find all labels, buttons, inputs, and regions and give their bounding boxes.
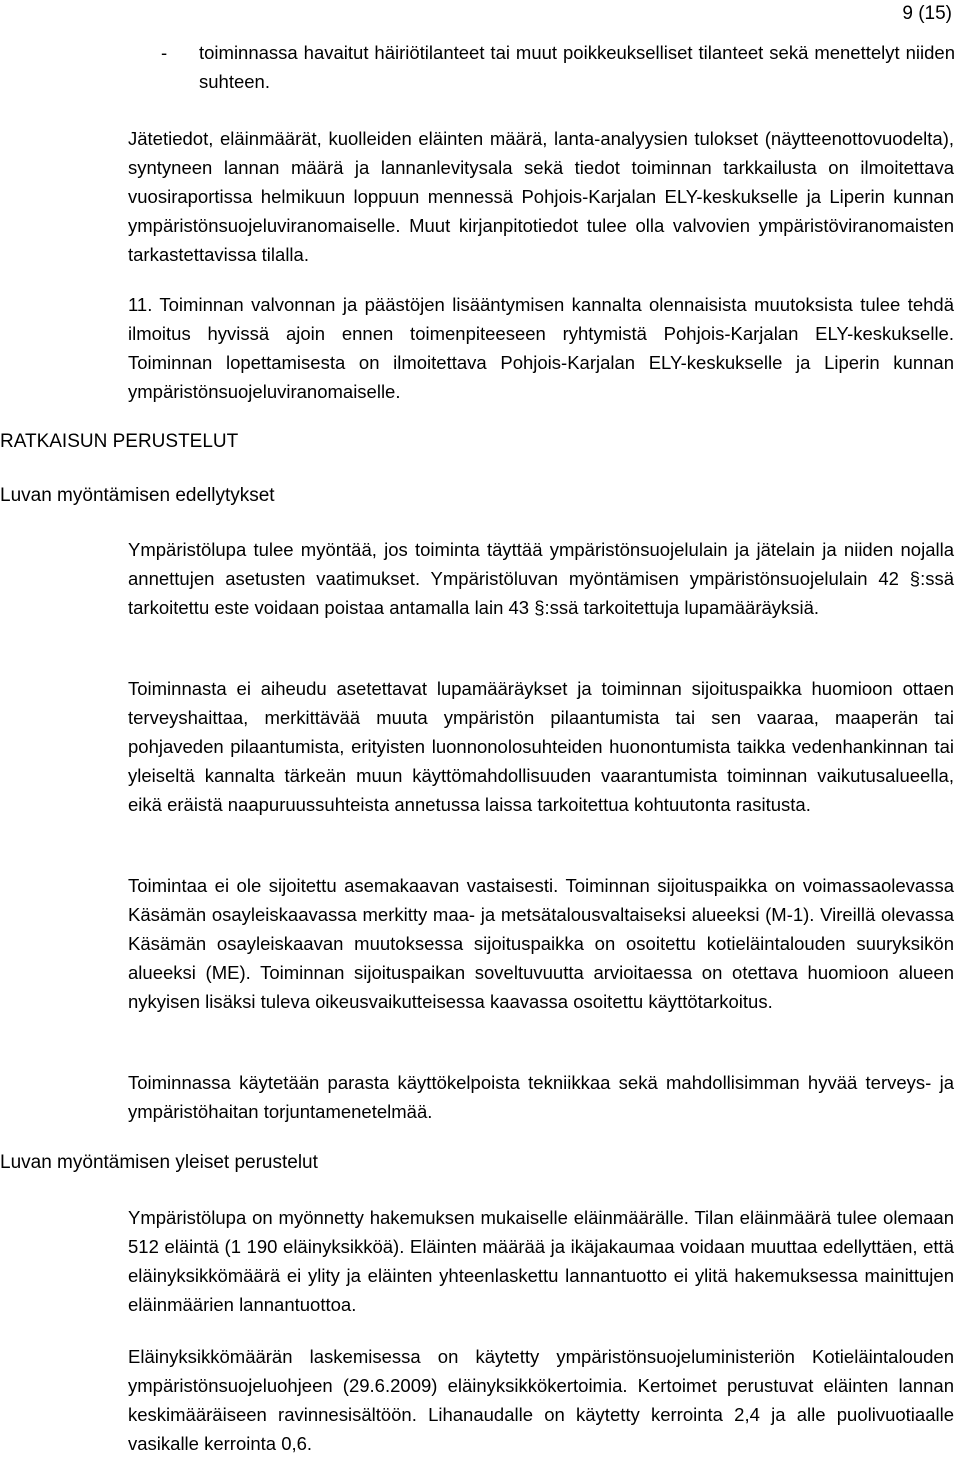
heading-ratkaisun-perustelut: RATKAISUN PERUSTELUT xyxy=(0,431,239,452)
bullet-dash: - xyxy=(161,42,168,63)
paragraph-item-11-changes: 11. Toiminnan valvonnan ja päästöjen lisääntymisen kannalta olennaisista muutoksista tulee tehdä ilmoitus hyvissä ajoin ennen toimenpiteeseen ryhtymistä Pohjois-Karjalan ELY-keskukselle. Toiminnan lopettamisesta on ilmoitettava Pohjois-Karjalan ELY-keskukselle ja Liperin kunnan ympäristönsuojeluviranomaiselle. xyxy=(128,294,954,402)
paragraph-zoning: Toimintaa ei ole sijoitettu asemakaavan vastaisesti. Toiminnan sijoituspaikka on voimassaolevassa Käsämän osayleiskaavassa merkitty maa- ja metsätalousvaltaiseksi alueeksi (M-1). Vireillä olevassa Käsämän osayleiskaavan muutoksessa sijoituspaikka on osoitettu kotieläintalouden suuryksikön alueeksi (ME). Toiminnan sijoituspaikan soveltuvuutta arvioitaessa on otettava huomioon alueen nykyisen lisäksi tuleva oikeusvaikutteisessa kaavassa osoitettu käyttötarkoitus. xyxy=(128,875,954,1012)
paragraph-permit-requirements: Ympäristölupa tulee myöntää, jos toiminta täyttää ympäristönsuojelulain ja jätelain ja niiden nojalla annettujen asetusten vaatimukset. Ympäristöluvan myöntämisen ympäristönsuojelulain 42 §:ssä tarkoitettu este voidaan poistaa antamalla lain 43 §:ssä tarkoitettuja lupamääräyksiä. xyxy=(128,539,954,618)
heading-yleiset-perustelut: Luvan myöntämisen yleiset perustelut xyxy=(0,1152,318,1173)
paragraph-no-pollution: Toiminnasta ei aiheudu asetettavat lupamääräykset ja toiminnan sijoituspaikka huomioon ottaen terveyshaittaa, merkittävää muuta ympäristön pilaantumista tai sen vaaraa, maaperän tai pohjaveden pilaantumista, erityisten luonnonolosuhteiden huonontumista taikka vedenhankinnan tai yleiseltä kannalta tärkeän muun käyttömahdollisuuden vaarantumista toiminnan vaikutusalueella, eikä eräistä naapuruussuhteista annetussa laissa tarkoitettua kohtuutonta rasitusta. xyxy=(128,678,954,815)
paragraph-animal-unit-calculation: Eläinyksikkömäärän laskemisessa on käytetty ympäristönsuojeluministeriön Kotieläintalouden ympäristönsuojeluohjeen (29.6.2009) eläinyksikkökertoimia. Kertoimet perustuvat eläinten lannan keskimääräiseen ravinnesisältöön. Lihanaudalle on käytetty kerrointa 2,4 ja alle puolivuotiaalle vasikalle kerrointa 0,6. xyxy=(128,1346,954,1454)
heading-luvan-edellytykset: Luvan myöntämisen edellytykset xyxy=(0,485,275,506)
paragraph-waste-reporting: Jätetiedot, eläinmäärät, kuolleiden eläinten määrä, lanta-analyysien tulokset (näytteenottovuodelta), syntyneen lannan määrä ja lannanlevitysala sekä tiedot toiminnan tarkkailusta on ilmoitettava vuosiraportissa helmikuun loppuun mennessä Pohjois-Karjalan ELY-keskukselle ja Liperin kunnan ympäristönsuojeluviranomaiselle. Muut kirjanpitotiedot tulee olla valvovien ympäristöviranomaisten tarkastettavissa tilalla. xyxy=(128,128,954,265)
paragraph-best-technique: Toiminnassa käytetään parasta käyttökelpoista tekniikkaa sekä mahdollisimman hyvää terveys- ja ympäristöhaitan torjuntamenetelmää. xyxy=(128,1072,954,1122)
paragraph-animal-count: Ympäristölupa on myönnetty hakemuksen mukaiselle eläinmäärälle. Tilan eläinmäärä tulee olemaan 512 eläintä (1 190 eläinyksikköä). Eläinten määrää ja ikäjakaumaa voidaan muuttaa edellyttäen, että eläinyksikkömäärä ei ylity ja eläinten yhteenlaskettu lannantuotto ei ylitä hakemuksessa mainittujen eläinmäärien lannantuottoa. xyxy=(128,1207,954,1315)
bullet-text-disturbances: toiminnassa havaitut häiriötilanteet tai muut poikkeukselliset tilanteet sekä menettelyt niiden suhteen. xyxy=(199,42,955,92)
page-number: 9 (15) xyxy=(902,3,952,24)
